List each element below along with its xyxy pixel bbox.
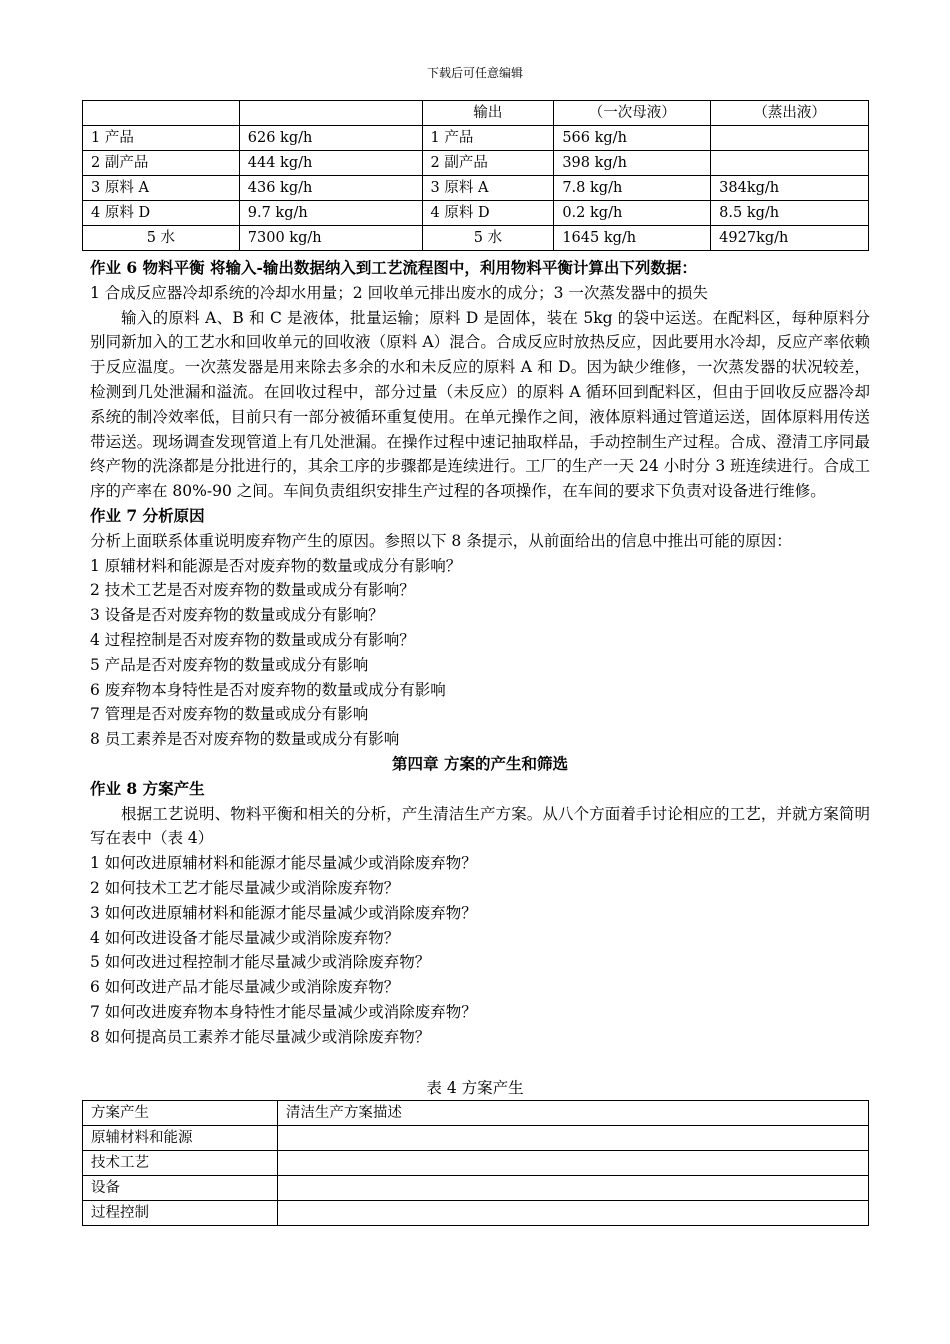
table-cell: 5 水 [422,226,554,251]
table-row [83,1151,869,1176]
table-cell: 7.8 kg/h [554,176,711,201]
list-item: 8 员工素养是否对废弃物的数量或成分有影响 [90,730,400,749]
table-cell: 444 kg/h [239,151,422,176]
table-cell: 1 产品 [422,126,554,151]
scheme-table [82,1100,869,1226]
table-cell [277,1126,868,1151]
table-cell: 方案产生 [83,1101,278,1126]
table-cell: 清洁生产方案描述 [277,1101,868,1126]
input-output-table [82,100,869,251]
list-item: 6 废弃物本身特性是否对废弃物的数量或成分有影响 [90,680,446,699]
list-item: 7 管理是否对废弃物的数量或成分有影响 [90,705,369,724]
hw8-title: 作业 8 方案产生 [90,778,205,798]
hw8-paragraph: 根据工艺说明、物料平衡和相关的分析，产生清洁生产方案。从八个方面着手讨论相应的工艺，并就方案简明写在表中（表 4） [90,804,870,848]
table-cell: 436 kg/h [239,176,422,201]
document-body [90,256,870,1050]
table-cell: 原辅材料和能源 [83,1126,278,1151]
table-cell: （蒸出液） [711,101,869,126]
table-cell: 1 产品 [83,126,240,151]
table-header-row [83,1101,869,1126]
table-cell: 398 kg/h [554,151,711,176]
table-cell: 过程控制 [83,1201,278,1226]
table-cell: 设备 [83,1176,278,1201]
chapter-title: 第四章 方案的产生和筛选 [392,753,568,773]
list-item: 7 如何改进废弃物本身特性才能尽量减少或消除废弃物？ [90,1002,477,1021]
hw7-title: 作业 7 分析原因 [90,505,205,525]
table-row [83,1201,869,1226]
table-cell [239,101,422,126]
list-item: 2 技术工艺是否对废弃物的数量或成分有影响？ [90,581,415,600]
list-item: 5 产品是否对废弃物的数量或成分有影响 [90,655,369,674]
table-cell [277,1201,868,1226]
table-cell: 2 副产品 [422,151,554,176]
table-cell [277,1176,868,1201]
table-cell [711,151,869,176]
table-cell: 4927kg/h [711,226,869,251]
table-cell [711,126,869,151]
table-cell: 5 水 [83,226,240,251]
table-cell: 566 kg/h [554,126,711,151]
table-cell: 0.2 kg/h [554,201,711,226]
table-cell: 4 原料 D [422,201,554,226]
table-cell: 2 副产品 [83,151,240,176]
table-row [83,201,869,226]
table-cell [277,1151,868,1176]
table-cell: 1645 kg/h [554,226,711,251]
list-item: 8 如何提高员工素养才能尽量减少或消除废弃物？ [90,1027,431,1046]
table-row [83,1176,869,1201]
table-cell: 9.7 kg/h [239,201,422,226]
table-cell: 3 原料 A [83,176,240,201]
hw7-intro: 分析上面联系体重说明废弃物产生的原因。参照以下 8 条提示，从前面给出的信息中推出可能的原因： [90,531,792,550]
table-caption: 表 4 方案产生 [426,1079,524,1097]
table-row [83,176,869,201]
table-cell: 384kg/h [711,176,869,201]
table-row [83,151,869,176]
table-cell: 7300 kg/h [239,226,422,251]
table-row [83,126,869,151]
list-item: 2 如何技术工艺才能尽量减少或消除废弃物？ [90,878,400,897]
table-row [83,1126,869,1151]
list-item: 1 原辅材料和能源是否对废弃物的数量或成分有影响？ [90,556,462,575]
list-item: 5 如何改进过程控制才能尽量减少或消除废弃物？ [90,953,431,972]
table-cell: 技术工艺 [83,1151,278,1176]
table-cell: 3 原料 A [422,176,554,201]
list-item: 4 过程控制是否对废弃物的数量或成分有影响？ [90,630,415,649]
table-cell: 输出 [422,101,554,126]
list-item: 1 如何改进原辅材料和能源才能尽量减少或消除废弃物？ [90,854,477,873]
hw6-title: 作业 6 物料平衡 将输入-输出数据纳入到工艺流程图中，利用物料平衡计算出下列数据： [90,258,697,277]
list-item: 3 如何改进原辅材料和能源才能尽量减少或消除废弃物？ [90,903,477,922]
page-header: 下载后可任意编辑 [426,66,523,80]
table-cell: 8.5 kg/h [711,201,869,226]
table-header-row [83,101,869,126]
hw6-paragraph: 输入的原料 A、B 和 C 是液体，批量运输；原料 D 是固体，装在 5kg 的袋中运送。在配料区，每种原料分别同新加入的工艺水和回收单元的回收液（原料 A）混合。合成反应时放热反应，因此要用水冷却，反应产率依赖于反应温度。一次蒸发器是用来除去多余的水和未反应的原料 A 和 D。因为缺少维修，一次蒸发器的状况较差，检测到几处泄漏和溢流。在回收过程中，部分过量（未反应）的原料 A 循环回到配料区，但由于回收反应器冷却系统的制冷效率低，目前只有一部分被循环重复使用。在单元操作之间，液体原料通过管道运送，固体原料用传送带运送。现场调查发现管道上有几处泄漏。在操作过程中速记抽取样品，手动控制生产过程。合成、澄清工序同最终产物的洗涤都是分批进行的，其余工序的步骤都是连续进行。工厂的生产一天 24 小时分 3 班连续进行。合成工序的产率在 80%-90 之间。车间负责组织安排生产过程的各项操作，在车间的要求下负责对设备进行维修。 [90,308,870,501]
table-cell: 626 kg/h [239,126,422,151]
hw6-items: 1 合成反应器冷却系统的冷却水用量；2 回收单元排出废水的成分；3 一次蒸发器中的损失 [90,283,708,302]
table-cell [83,101,240,126]
table-cell: 4 原料 D [83,201,240,226]
list-item: 4 如何改进设备才能尽量减少或消除废弃物？ [90,928,400,947]
list-item: 3 设备是否对废弃物的数量或成分有影响？ [90,606,384,625]
table-row [83,226,869,251]
list-item: 6 如何改进产品才能尽量减少或消除废弃物？ [90,978,400,997]
table-cell: （一次母液） [554,101,711,126]
